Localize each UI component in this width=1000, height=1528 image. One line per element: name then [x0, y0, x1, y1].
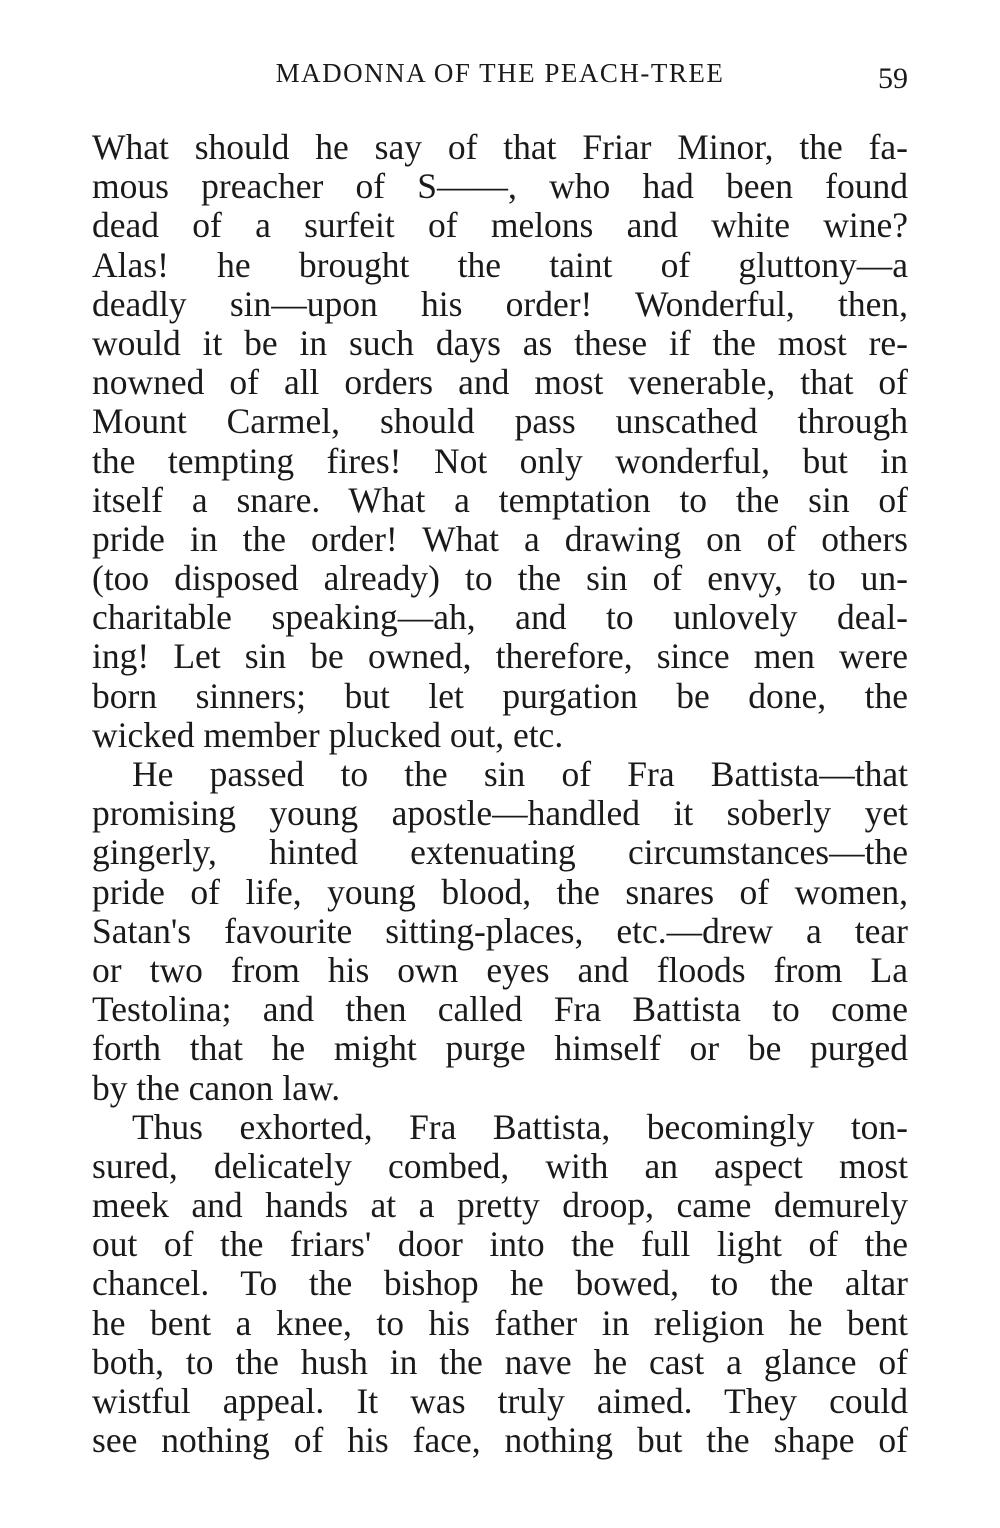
body-text: [92, 128, 908, 1460]
text-line: He passed to the sin of Fra Battista—that: [132, 755, 908, 794]
text-line: wicked member plucked out, etc.: [92, 715, 564, 755]
text-line: pride in the order! What a drawing on of others: [92, 519, 908, 559]
text-line: dead of a surfeit of melons and white wine?: [92, 206, 908, 246]
text-line: wistful appeal. It was truly aimed. They could: [92, 1382, 908, 1421]
text-line: chancel. To the bishop he bowed, to the altar: [92, 1264, 908, 1304]
text-line: forth that he might purge himself or be purged: [92, 1029, 908, 1069]
text-line: sured, delicately combed, with an aspect most: [92, 1146, 908, 1186]
text-line: deadly sin—upon his order! Wonderful, then,: [92, 284, 908, 324]
running-head: [92, 58, 908, 98]
text-line: promising young apostle—handled it soberly yet: [92, 794, 908, 834]
text-line: pride of life, young blood, the snares of women,: [92, 872, 908, 912]
text-line: or two from his own eyes and floods from La: [92, 950, 908, 990]
text-line: would it be in such days as these if the most re-: [92, 323, 908, 363]
text-line: Mount Carmel, should pass unscathed through: [92, 402, 908, 442]
text-line: Alas! he brought the taint of gluttony—a: [92, 245, 908, 285]
text-line: out of the friars' door into the full light of the: [92, 1225, 908, 1265]
text-line: nowned of all orders and most venerable, that of: [92, 363, 908, 403]
text-line: both, to the hush in the nave he cast a glance of: [92, 1342, 908, 1382]
text-line: ing! Let sin be owned, therefore, since men were: [92, 637, 908, 677]
text-line: born sinners; but let purgation be done, the: [92, 676, 908, 716]
text-line: meek and hands at a pretty droop, came demurely: [92, 1186, 908, 1226]
text-line: What should he say of that Friar Minor, the fa-: [92, 128, 908, 167]
text-line: Satan's favourite sitting-places, etc.—drew a tear: [92, 911, 908, 951]
text-line: mous preacher of S——, who had been found: [92, 167, 908, 207]
text-line: gingerly, hinted extenuating circumstances—the: [92, 833, 908, 873]
page-number: 59: [878, 62, 908, 95]
text-line: the tempting fires! Not only wonderful, but in: [92, 441, 908, 481]
text-line: (too disposed already) to the sin of envy, to un-: [92, 559, 908, 599]
text-line: by the canon law.: [92, 1068, 341, 1108]
text-line: see nothing of his face, nothing but the shape of: [92, 1421, 908, 1461]
text-line: Testolina; and then called Fra Battista to come: [92, 990, 908, 1030]
running-title: MADONNA OF THE PEACH-TREE: [275, 58, 725, 88]
text-line: he bent a knee, to his father in religion he bent: [92, 1303, 908, 1343]
text-line: itself a snare. What a temptation to the sin of: [92, 480, 908, 520]
text-line: charitable speaking—ah, and to unlovely deal-: [92, 598, 908, 638]
text-line: Thus exhorted, Fra Battista, becomingly ton-: [132, 1107, 908, 1147]
